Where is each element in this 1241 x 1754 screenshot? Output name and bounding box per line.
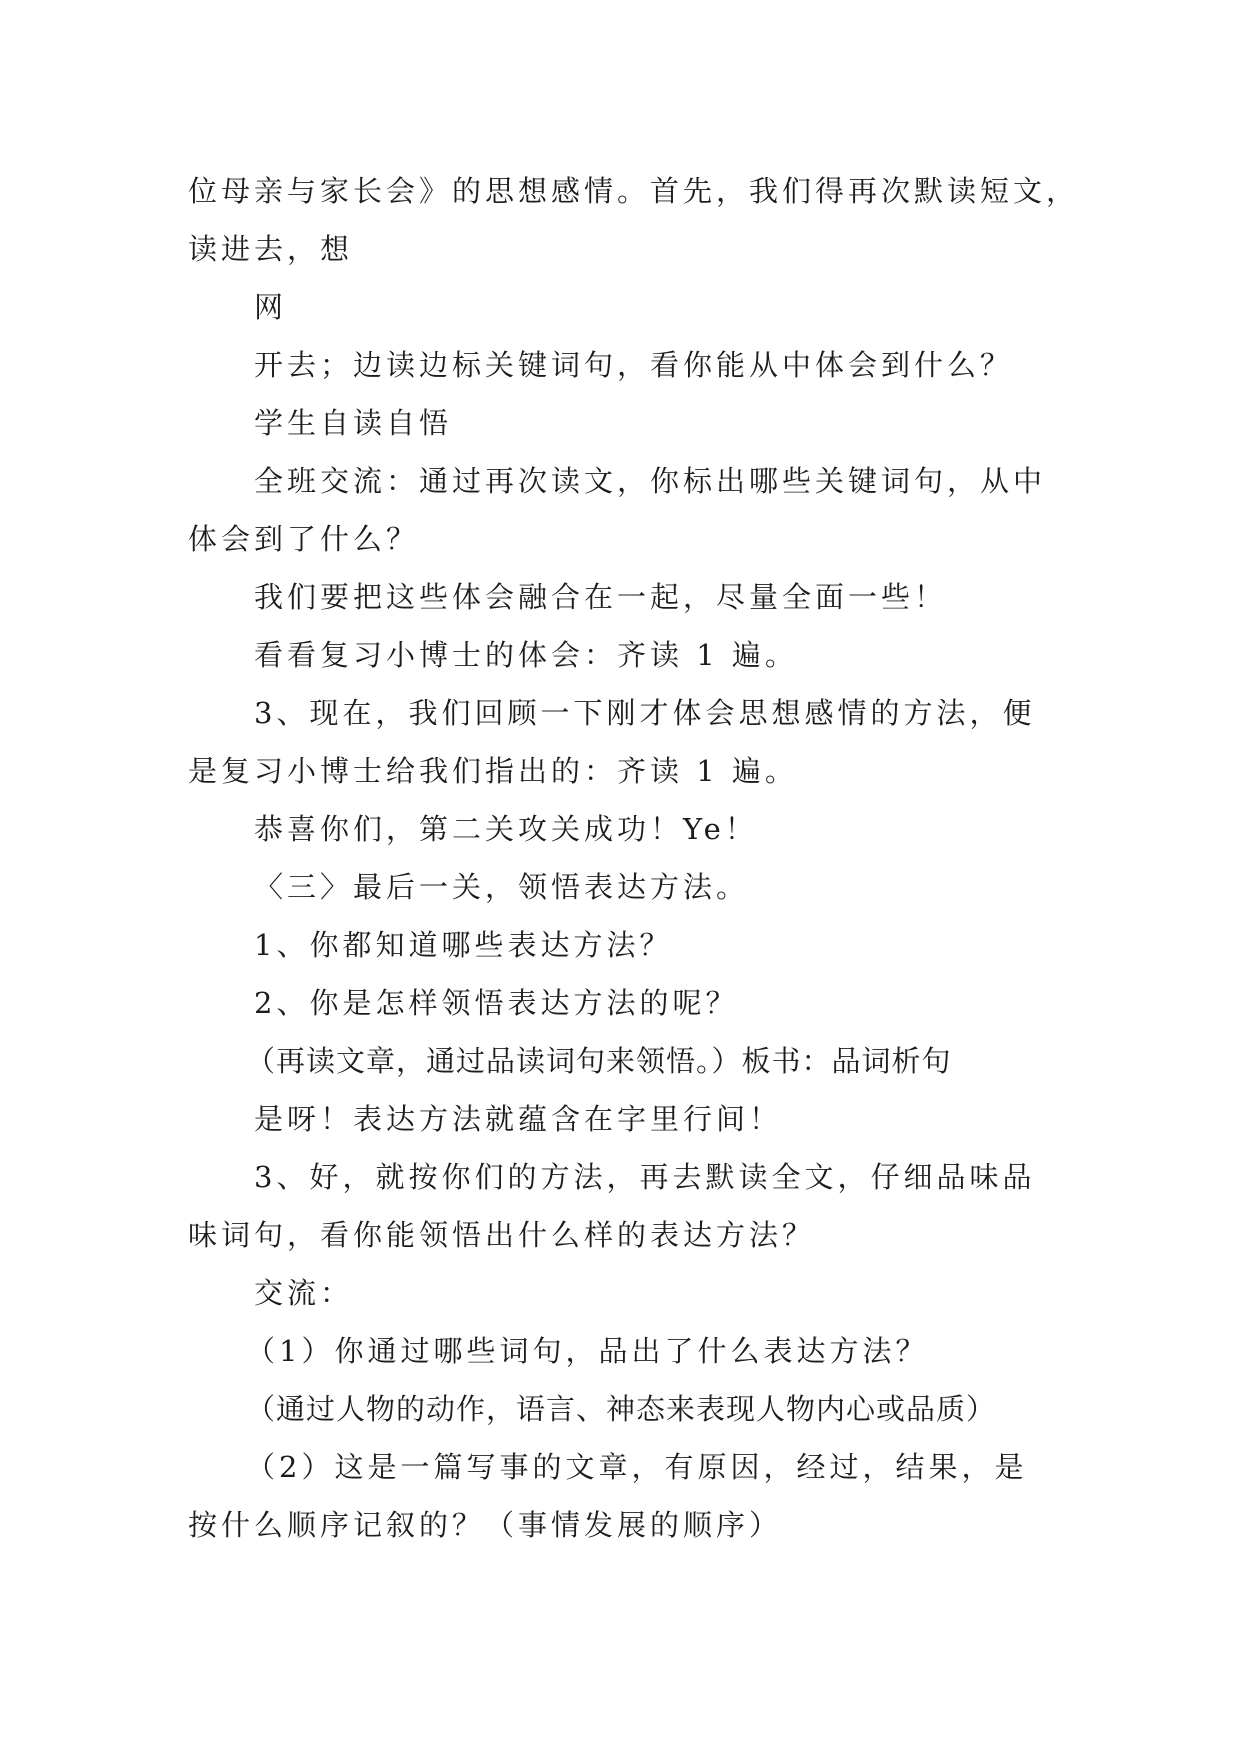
text-line: 开去；边读边标关键词句，看你能从中体会到什么？ [254,348,1014,382]
text-line: 我们要把这些体会融合在一起，尽量全面一些！ [254,580,948,614]
text-line: 体会到了什么？ [188,522,420,556]
text-line: 网 [254,290,288,324]
text-line: （再读文章，通过品读词句来领悟。）板书：品词析句 [246,1044,952,1078]
text-line: 恭喜你们，第二关攻关成功！Ye！ [254,812,758,846]
text-line: 按什么顺序记叙的？（事情发展的顺序） [188,1508,783,1542]
text-line: 3、好，就按你们的方法，再去默读全文，仔细品味品 [254,1160,1036,1194]
text-line: 学生自读自悟 [254,406,453,440]
document-body [188,162,1080,1554]
text-line: 〈三〉最后一关，领悟表达方法。 [254,870,750,904]
text-line: 看看复习小博士的体会：齐读 1 遍。 [254,638,798,672]
text-line: （1）你通过哪些词句，品出了什么表达方法？ [246,1334,929,1368]
text-line: 2、你是怎样领悟表达方法的呢？ [254,986,739,1020]
text-line: 1、你都知道哪些表达方法？ [254,928,673,962]
text-line: 交流： [254,1276,354,1310]
text-line: 3、现在，我们回顾一下刚才体会思想感情的方法，便 [254,696,1036,730]
text-line: 味词句，看你能领悟出什么样的表达方法？ [188,1218,816,1252]
text-line: 读进去，想 [188,232,354,266]
text-line: 全班交流：通过再次读文，你标出哪些关键词句，从中 [254,464,1047,498]
text-line: 是复习小博士给我们指出的：齐读 1 遍。 [188,754,798,788]
text-line: （2）这是一篇写事的文章，有原因，经过，结果，是 [246,1450,1028,1484]
text-line: 是呀！表达方法就蕴含在字里行间！ [254,1102,783,1136]
text-line: （通过人物的动作，语言、神态来表现人物内心或品质） [246,1392,997,1426]
text-line: 位母亲与家长会》的思想感情。首先，我们得再次默读短文， [188,174,1080,208]
